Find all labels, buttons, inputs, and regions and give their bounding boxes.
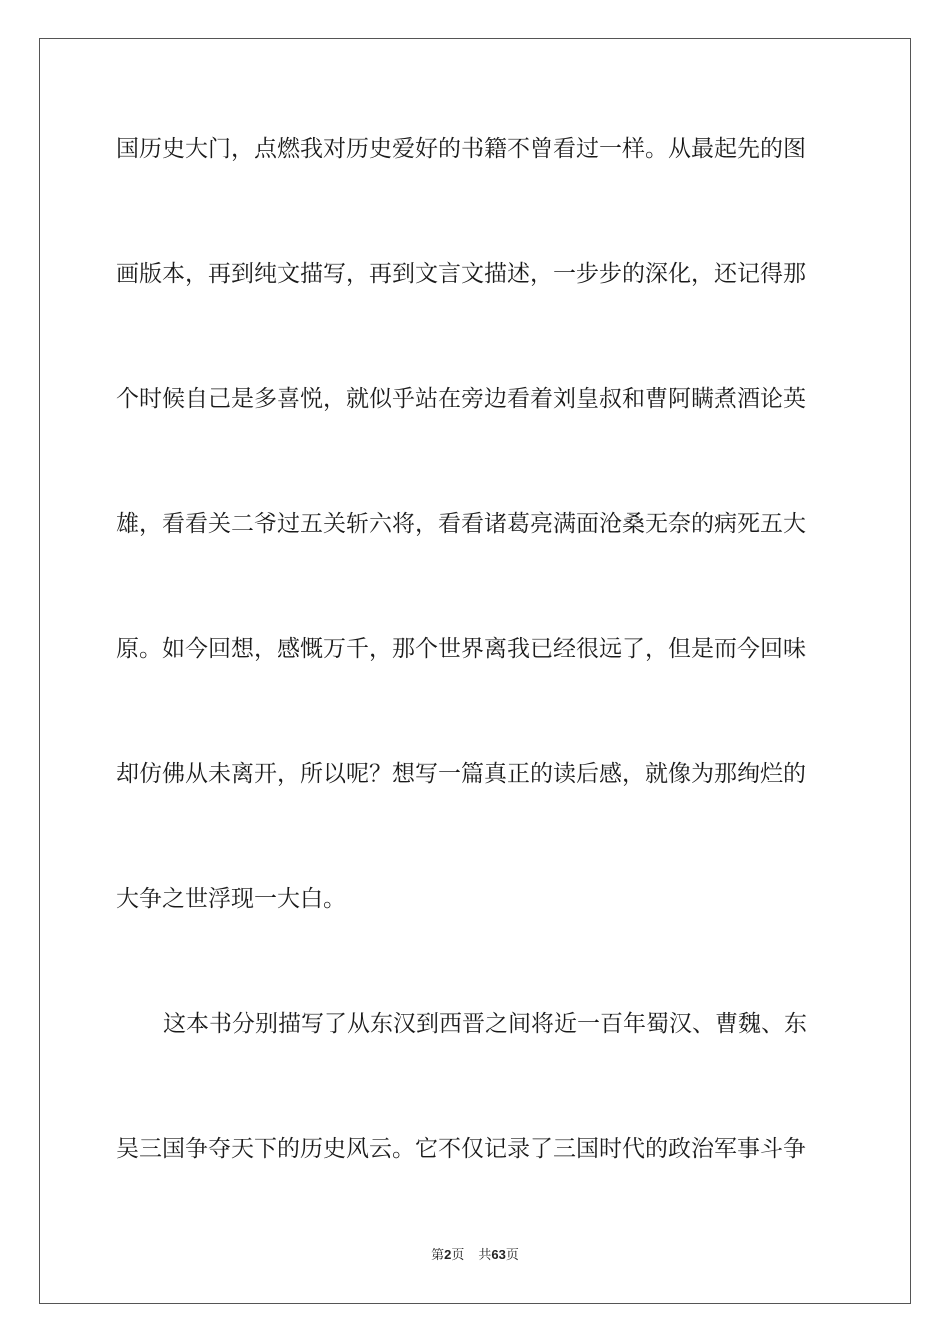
page-border (39, 38, 911, 1304)
total-suffix: 页 (505, 1248, 519, 1263)
text-line-3: 个时候自己是多喜悦，就似乎站在旁边看着刘皇叔和曹阿瞒煮酒论英 (116, 386, 806, 412)
total-page-number: 63 (491, 1247, 506, 1262)
current-page-number: 2 (444, 1247, 452, 1262)
text-line-9: 吴三国争夺天下的历史风云。它不仅记录了三国时代的政治军事斗争 (116, 1136, 806, 1162)
text-line-6: 却仿佛从未离开，所以呢？想写一篇真正的读后感，就像为那绚烂的 (116, 761, 806, 787)
text-line-4: 雄，看看关二爷过五关斩六将，看看诸葛亮满面沧桑无奈的病死五大 (116, 511, 806, 537)
text-line-5: 原。如今回想，感慨万千，那个世界离我已经很远了，但是而今回味 (116, 636, 806, 662)
page-suffix: 页 (451, 1248, 465, 1263)
text-line-7: 大争之世浮现一大白。 (116, 886, 346, 912)
page-prefix: 第 (431, 1248, 445, 1263)
text-line-1: 国历史大门，点燃我对历史爱好的书籍不曾看过一样。从最起先的图 (116, 136, 806, 162)
text-line-2: 画版本，再到纯文描写，再到文言文描述，一步步的深化，还记得那 (116, 261, 806, 287)
total-prefix: 共 (478, 1248, 492, 1263)
page-footer (0, 1246, 950, 1265)
paragraph-indent-line: 这本书分别描写了从东汉到西晋之间将近一百年蜀汉、曹魏、东 (163, 1011, 807, 1037)
